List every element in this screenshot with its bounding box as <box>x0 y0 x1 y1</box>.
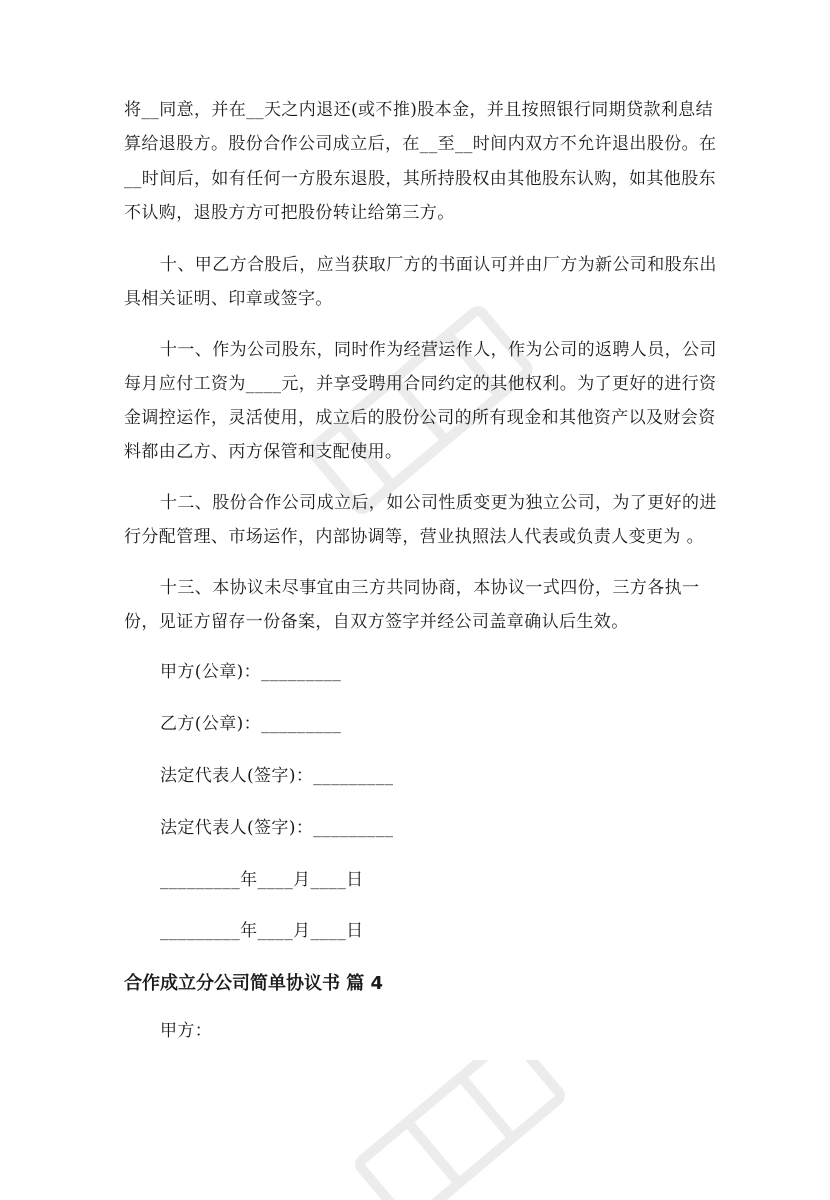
paragraph-12-line-2: 行分配管理、市场运作，内部协调等，营业执照法人代表或负责人变更为 。 <box>124 527 705 547</box>
paragraph-11-line-4: 料都由乙方、丙方保管和支配使用。 <box>124 442 403 462</box>
paragraph-10-line-1: 十、甲乙方合股后，应当获取厂方的书面认可并由厂方为新公司和股东出 <box>160 255 717 275</box>
paragraph-11-line-3: 金调控运作，灵活使用，成立后的股份公司的所有现金和其他资产以及财会资 <box>124 408 716 428</box>
party-a-seal-line: 甲方(公章)：_________ <box>160 662 342 682</box>
legal-rep-signature-line-2: 法定代表人(签字)：_________ <box>160 818 394 838</box>
paragraph-13-line-1: 十三、本协议未尽事宜由三方共同协商，本协议一式四份，三方各执一 <box>160 578 700 598</box>
paragraph-13-line-2: 份，见证方留存一份备案，自双方签字并经公司盖章确认后生效。 <box>124 612 629 632</box>
paragraph-9-line-2: 算给退股方。股份合作公司成立后，在__至__时间内双方不允许退出股份。在 <box>124 134 717 154</box>
paragraph-9-line-4: 不认购，退股方方可把股份转让给第三方。 <box>124 203 455 223</box>
watermark-logo-bottom <box>330 1060 590 1200</box>
paragraph-11-line-2: 每月应付工资为____元，并享受聘用合同约定的其他权利。为了更好的进行资 <box>124 374 717 394</box>
paragraph-11-line-1: 十一、作为公司股东，同时作为经营运作人，作为公司的返聘人员，公司 <box>160 340 717 360</box>
date-line-1: _________年____月____日 <box>160 870 364 890</box>
paragraph-9-line-3: __时间后，如有任何一方股东退股，其所持股权由其他股东认购，如其他股东 <box>124 169 716 189</box>
paragraph-10-line-2: 具相关证明、印章或签字。 <box>124 289 333 309</box>
party-b-seal-line: 乙方(公章)：_________ <box>160 714 342 734</box>
section-heading: 合作成立分公司简单协议书 篇 4 <box>124 973 384 994</box>
date-line-2: _________年____月____日 <box>160 921 364 941</box>
legal-rep-signature-line-1: 法定代表人(签字)：_________ <box>160 766 394 786</box>
party-a-label: 甲方： <box>160 1021 213 1041</box>
paragraph-9-line-1: 将__同意，并在__天之内退还(或不推)股本金，并且按照银行同期贷款利息结 <box>124 100 714 120</box>
paragraph-12-line-1: 十二、股份合作公司成立后，如公司性质变更为独立公司，为了更好的进 <box>160 493 717 513</box>
